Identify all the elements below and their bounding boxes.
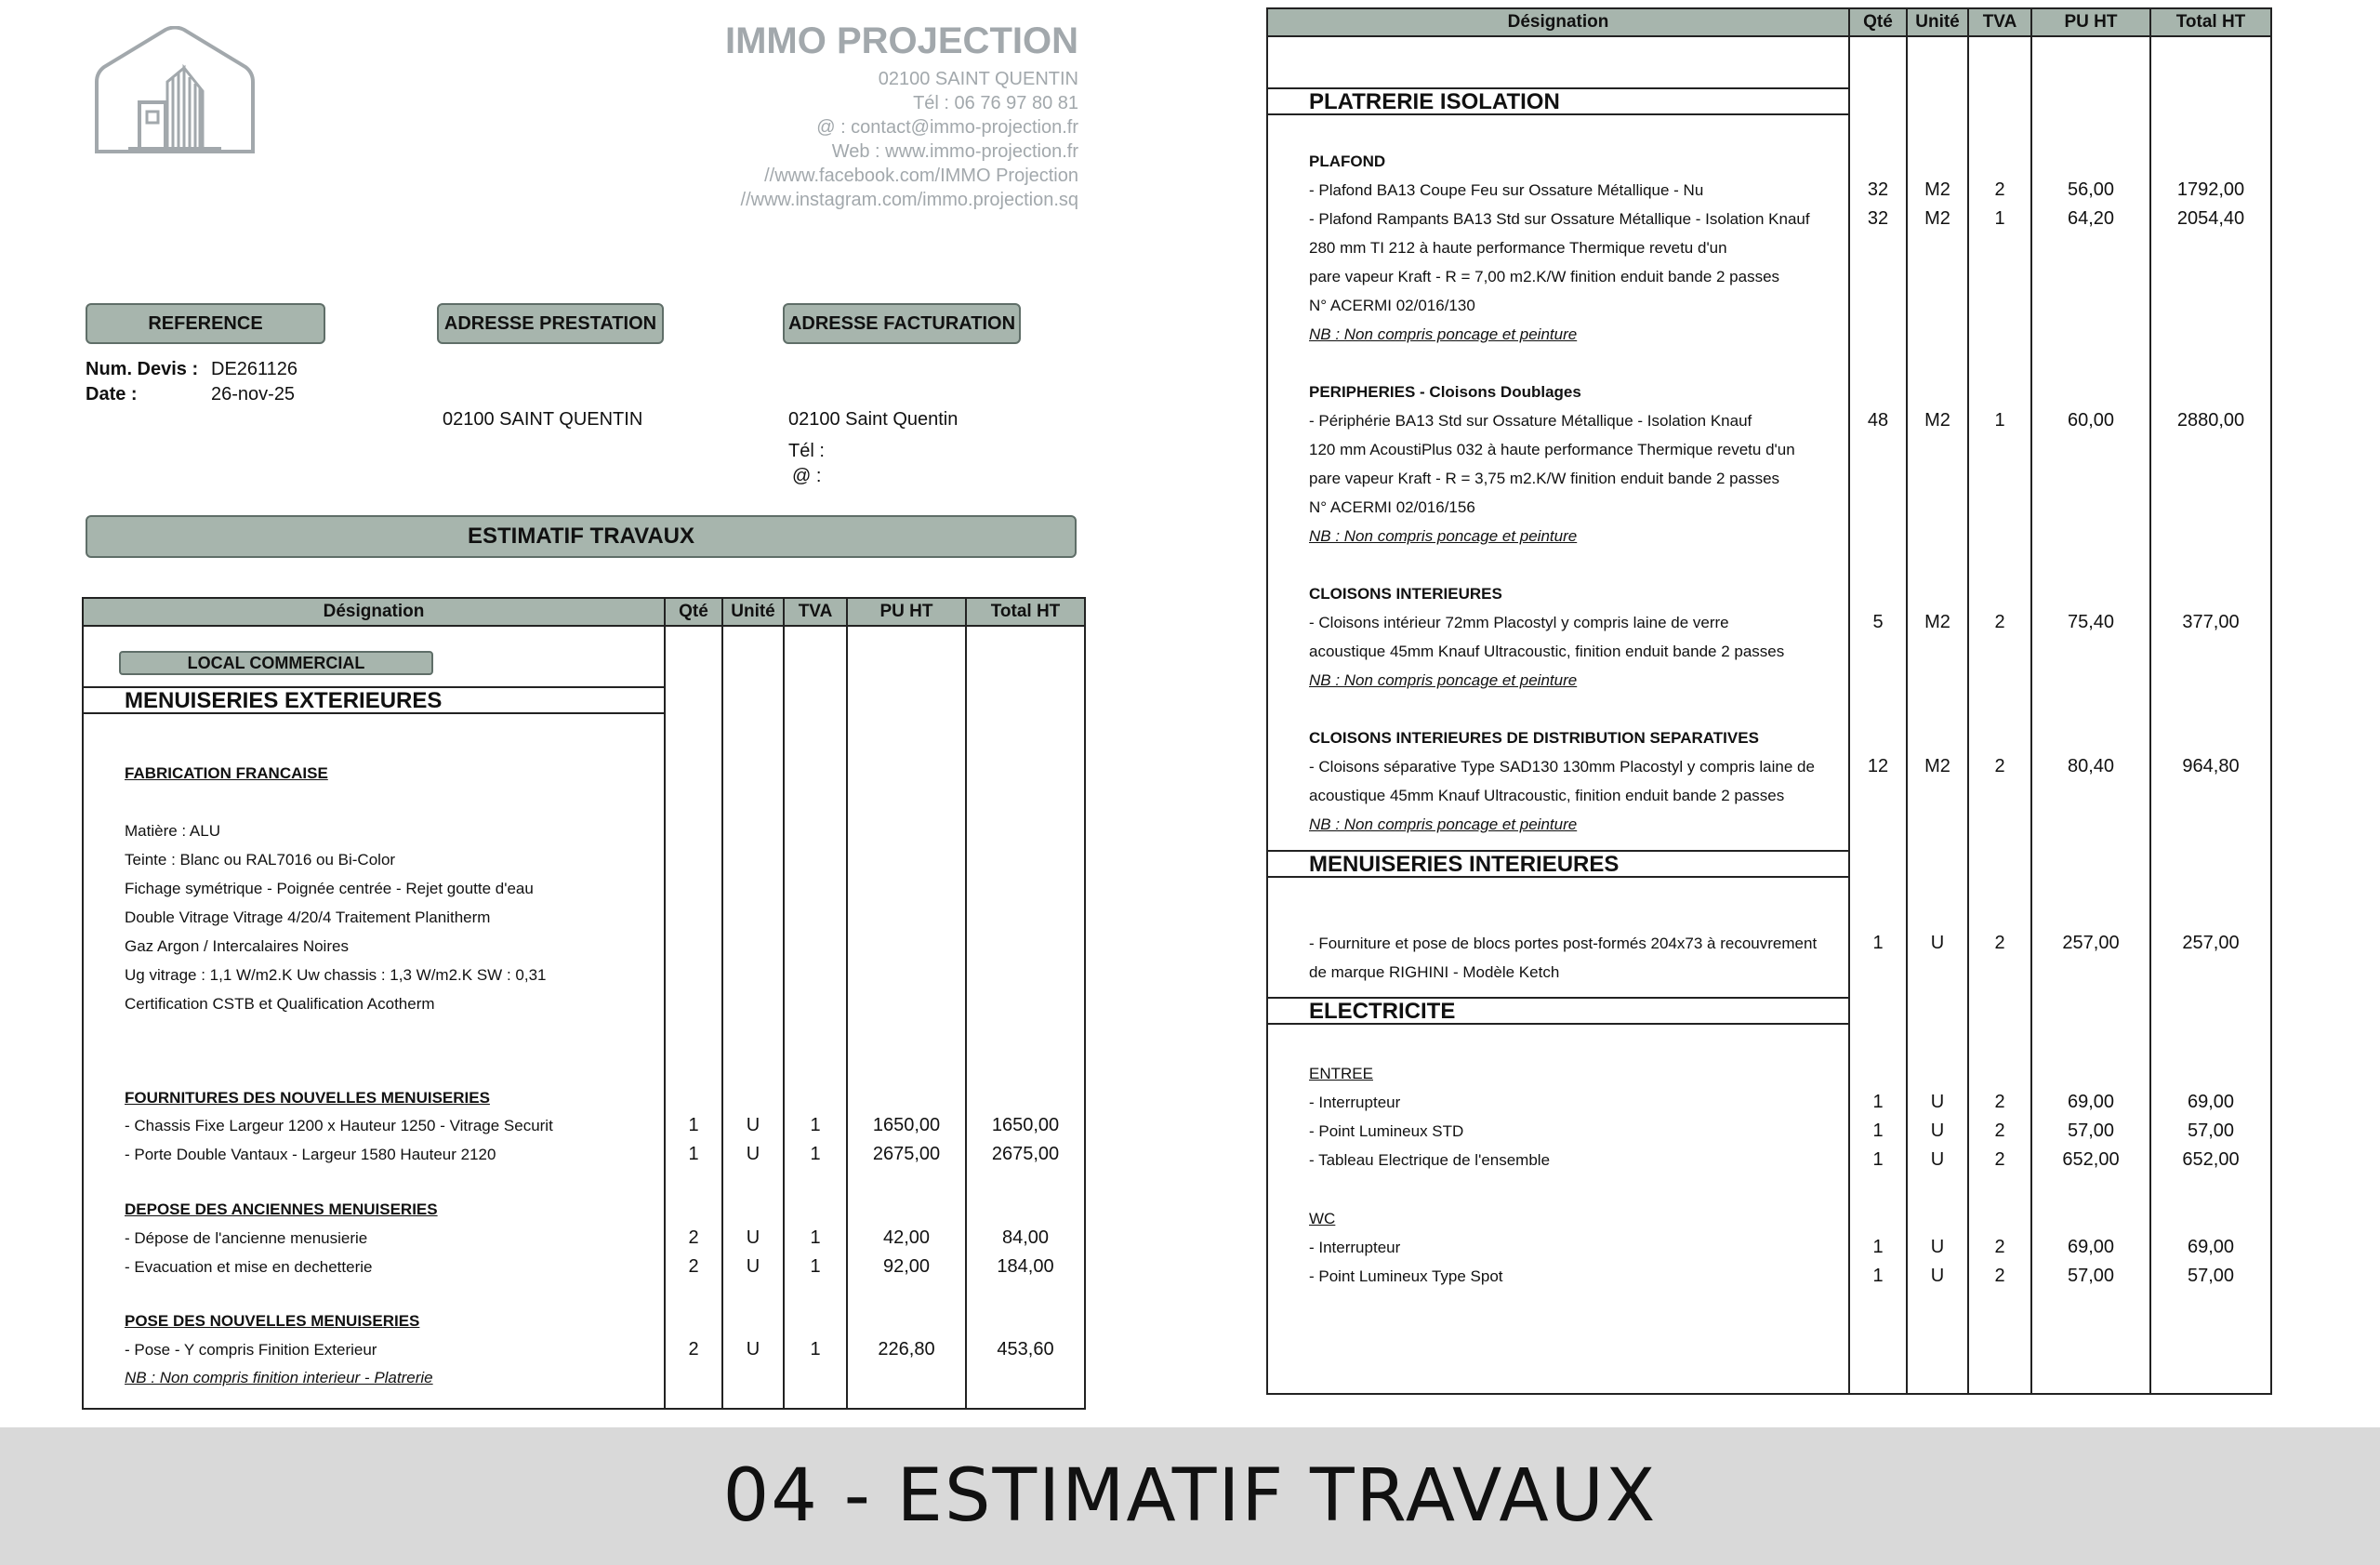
company-phone: Tél : 06 76 97 80 81: [913, 93, 1078, 113]
cell-u: U: [1930, 1093, 1945, 1111]
line-item-description: - Cloisons intérieur 72mm Placostyl y compris laine de verre: [1309, 614, 1729, 631]
cell-u: U: [1930, 1121, 1945, 1140]
cell-tot: 84,00: [1001, 1228, 1050, 1247]
note-line: NB : Non compris poncage et peinture: [1309, 816, 1578, 833]
line-item-description: - Interrupteur: [1309, 1094, 1401, 1111]
cell-q: 12: [1867, 757, 1889, 776]
cell-q: 2: [688, 1340, 699, 1359]
cell-q: 1: [1872, 1093, 1884, 1111]
line-item-description: 120 mm AcoustiPlus 032 à haute performance Thermique revetu d'un: [1309, 441, 1795, 458]
cell-q: 1: [688, 1145, 699, 1163]
cell-u: U: [746, 1228, 760, 1247]
subsection-heading: PLAFOND: [1309, 153, 1386, 170]
cell-tva: 1: [1994, 411, 2005, 430]
cell-pu: 42,00: [882, 1228, 931, 1247]
cell-u: U: [746, 1116, 760, 1134]
cell-q: 2: [688, 1257, 699, 1276]
line-item-description: - Plafond BA13 Coupe Feu sur Ossature Métallique - Nu: [1309, 181, 1704, 199]
col-unite: Unité: [1907, 8, 1968, 36]
cell-tot: 257,00: [2182, 934, 2240, 952]
section-header: PLATRERIE ISOLATION: [1268, 87, 1848, 115]
cell-q: 2: [688, 1228, 699, 1247]
cell-q: 1: [1872, 1238, 1884, 1256]
line-item-description: Certification CSTB et Qualification Acotherm: [125, 995, 435, 1013]
line-item-description: - Evacuation et mise en dechetterie: [125, 1258, 373, 1276]
cell-tot: 57,00: [2187, 1267, 2235, 1285]
cell-pu: 56,00: [2067, 180, 2115, 199]
cell-u: U: [1930, 934, 1945, 952]
local-commercial-label: LOCAL COMMERCIAL: [119, 651, 433, 675]
line-item-description: pare vapeur Kraft - R = 3,75 m2.K/W finition enduit bande 2 passes: [1309, 470, 1780, 487]
cell-q: 32: [1867, 209, 1889, 228]
cell-q: 1: [688, 1116, 699, 1134]
cell-pu: 75,40: [2067, 613, 2115, 631]
cell-pu: 1650,00: [872, 1116, 941, 1134]
line-item-description: - Pose - Y compris Finition Exterieur: [125, 1341, 377, 1359]
facturation-header: ADRESSE FACTURATION: [783, 303, 1021, 344]
cell-tva: 2: [1994, 1150, 2005, 1169]
cell-u: U: [746, 1340, 760, 1359]
cell-pu: 69,00: [2067, 1238, 2115, 1256]
devis-number-label: Num. Devis :: [86, 359, 199, 379]
left-quote-table: [82, 597, 1086, 1410]
cell-q: 5: [1872, 613, 1884, 631]
line-item-description: de marque RIGHINI - Modèle Ketch: [1309, 963, 1560, 981]
line-item-description: - Chassis Fixe Largeur 1200 x Hauteur 1250 - Vitrage Securit: [125, 1117, 553, 1134]
col-designation: Désignation: [83, 598, 665, 626]
col-pu-ht: PU HT: [847, 598, 966, 626]
subsection-heading: FOURNITURES DES NOUVELLES MENUISERIES: [125, 1089, 490, 1107]
company-address: 02100 SAINT QUENTIN: [878, 69, 1078, 89]
cell-u: M2: [1924, 613, 1950, 631]
cell-pu: 80,40: [2067, 757, 2115, 776]
col-total-ht: Total HT: [966, 598, 1085, 626]
cell-tot: 1650,00: [991, 1116, 1060, 1134]
footer-banner: [0, 1427, 2380, 1565]
line-item-description: - Interrupteur: [1309, 1239, 1401, 1256]
subsection-heading: POSE DES NOUVELLES MENUISERIES: [125, 1312, 420, 1330]
col-tva: TVA: [784, 598, 847, 626]
cell-tva: 1: [810, 1340, 821, 1359]
cell-tva: 2: [1994, 1238, 2005, 1256]
cell-tot: 2054,40: [2176, 209, 2245, 228]
cell-pu: 92,00: [882, 1257, 931, 1276]
col-qte: Qté: [665, 598, 722, 626]
col-tva: TVA: [1968, 8, 2031, 36]
house-logo-icon: [91, 26, 258, 156]
cell-q: 1: [1872, 1267, 1884, 1285]
cell-tva: 1: [810, 1145, 821, 1163]
cell-q: 1: [1872, 934, 1884, 952]
cell-pu: 57,00: [2067, 1267, 2115, 1285]
subsection-heading: FABRICATION FRANCAISE: [125, 764, 328, 782]
cell-u: M2: [1924, 757, 1950, 776]
col-designation: Désignation: [1267, 8, 1849, 36]
line-item-description: acoustique 45mm Knauf Ultracoustic, finition enduit bande 2 passes: [1309, 643, 1785, 660]
company-name: IMMO PROJECTION: [724, 20, 1078, 61]
note-line: NB : Non compris poncage et peinture: [1309, 325, 1578, 343]
cell-tva: 2: [1994, 757, 2005, 776]
col-pu-ht: PU HT: [2031, 8, 2150, 36]
cell-tot: 1792,00: [2176, 180, 2245, 199]
cell-tva: 2: [1994, 1093, 2005, 1111]
footer-title: 04 - ESTIMATIF TRAVAUX: [722, 1454, 1658, 1538]
prestation-city: 02100 SAINT QUENTIN: [443, 409, 643, 430]
line-item-description: - Tableau Electrique de l'ensemble: [1309, 1151, 1551, 1169]
cell-pu: 69,00: [2067, 1093, 2115, 1111]
right-quote-table: [1266, 7, 2272, 1395]
company-website[interactable]: Web : www.immo-projection.fr: [831, 141, 1078, 162]
cell-u: M2: [1924, 411, 1950, 430]
devis-number-value: DE261126: [211, 359, 298, 379]
line-item-description: Matière : ALU: [125, 822, 220, 840]
company-facebook[interactable]: //www.facebook.com/IMMO Projection: [764, 166, 1078, 186]
facturation-email: @ :: [792, 466, 822, 486]
note-line: NB : Non compris poncage et peinture: [1309, 671, 1578, 689]
prestation-header: ADRESSE PRESTATION: [437, 303, 664, 344]
cell-pu: 2675,00: [872, 1145, 941, 1163]
line-item-description: acoustique 45mm Knauf Ultracoustic, finition enduit bande 2 passes: [1309, 787, 1785, 804]
cell-tot: 2675,00: [991, 1145, 1060, 1163]
cell-tot: 453,60: [997, 1340, 1054, 1359]
cell-tva: 2: [1994, 180, 2005, 199]
cell-tva: 1: [1994, 209, 2005, 228]
subsection-heading: ENTREE: [1309, 1065, 1373, 1082]
cell-tva: 2: [1994, 613, 2005, 631]
cell-tva: 2: [1994, 1267, 2005, 1285]
cell-pu: 60,00: [2067, 411, 2115, 430]
cell-tot: 377,00: [2182, 613, 2240, 631]
cell-pu: 64,20: [2067, 209, 2115, 228]
cell-tot: 184,00: [997, 1257, 1054, 1276]
cell-tva: 1: [810, 1257, 821, 1276]
line-item-description: - Point Lumineux STD: [1309, 1122, 1464, 1140]
cell-u: M2: [1924, 209, 1950, 228]
cell-tot: 964,80: [2182, 757, 2240, 776]
col-qte: Qté: [1849, 8, 1907, 36]
line-item-description: Gaz Argon / Intercalaires Noires: [125, 937, 349, 955]
cell-q: 48: [1867, 411, 1889, 430]
cell-q: 1: [1872, 1150, 1884, 1169]
subsection-heading: CLOISONS INTERIEURES: [1309, 585, 1502, 603]
col-unite: Unité: [722, 598, 784, 626]
cell-q: 1: [1872, 1121, 1884, 1140]
cell-u: U: [746, 1145, 760, 1163]
cell-pu: 257,00: [2062, 934, 2120, 952]
line-item-description: - Cloisons séparative Type SAD130 130mm Placostyl y compris laine de: [1309, 758, 1815, 776]
cell-tva: 2: [1994, 1121, 2005, 1140]
line-item-description: N° ACERMI 02/016/130: [1309, 297, 1475, 314]
estimatif-title-banner: ESTIMATIF TRAVAUX: [86, 515, 1077, 558]
line-item-description: - Porte Double Vantaux - Largeur 1580 Hauteur 2120: [125, 1146, 496, 1163]
facturation-city: 02100 Saint Quentin: [788, 409, 959, 430]
facturation-tel: Tél :: [788, 441, 825, 461]
cell-u: U: [746, 1257, 760, 1276]
line-item-description: - Dépose de l'ancienne menusierie: [125, 1229, 368, 1247]
line-item-description: Fichage symétrique - Poignée centrée - Rejet goutte d'eau: [125, 880, 534, 897]
note-line: NB : Non compris finition interieur - Platrerie: [125, 1369, 433, 1386]
date-value: 26-nov-25: [211, 384, 296, 405]
date-label: Date :: [86, 384, 138, 405]
cell-tva: 1: [810, 1228, 821, 1247]
note-line: NB : Non compris poncage et peinture: [1309, 527, 1578, 545]
line-item-description: pare vapeur Kraft - R = 7,00 m2.K/W finition enduit bande 2 passes: [1309, 268, 1780, 285]
cell-tot: 57,00: [2187, 1121, 2235, 1140]
subsection-heading: PERIPHERIES - Cloisons Doublages: [1309, 383, 1581, 401]
section-header: ELECTRICITE: [1268, 997, 1848, 1025]
line-item-description: N° ACERMI 02/016/156: [1309, 498, 1475, 516]
cell-u: U: [1930, 1150, 1945, 1169]
line-item-description: - Fourniture et pose de blocs portes post-formés 204x73 à recouvrement: [1309, 935, 1818, 952]
cell-u: U: [1930, 1238, 1945, 1256]
company-email[interactable]: @ : contact@immo-projection.fr: [816, 117, 1078, 138]
cell-u: M2: [1924, 180, 1950, 199]
section-header: MENUISERIES EXTERIEURES: [84, 686, 664, 714]
cell-pu: 57,00: [2067, 1121, 2115, 1140]
subsection-heading: CLOISONS INTERIEURES DE DISTRIBUTION SEPARATIVES: [1309, 729, 1759, 747]
cell-tot: 652,00: [2182, 1150, 2240, 1169]
cell-tva: 2: [1994, 934, 2005, 952]
subsection-heading: WC: [1309, 1210, 1336, 1227]
cell-pu: 652,00: [2062, 1150, 2120, 1169]
line-item-description: 280 mm TI 212 à haute performance Thermique revetu d'un: [1309, 239, 1727, 257]
line-item-description: - Plafond Rampants BA13 Std sur Ossature Métallique - Isolation Knauf: [1309, 210, 1810, 228]
line-item-description: Double Vitrage Vitrage 4/20/4 Traitement Planitherm: [125, 908, 491, 926]
subsection-heading: DEPOSE DES ANCIENNES MENUISERIES: [125, 1200, 438, 1218]
cell-q: 32: [1867, 180, 1889, 199]
line-item-description: - Périphérie BA13 Std sur Ossature Métallique - Isolation Knauf: [1309, 412, 1752, 430]
cell-pu: 226,80: [878, 1340, 935, 1359]
line-item-description: Ug vitrage : 1,1 W/m2.K Uw chassis : 1,3 W/m2.K SW : 0,31: [125, 966, 547, 984]
section-header: MENUISERIES INTERIEURES: [1268, 850, 1848, 878]
company-instagram[interactable]: //www.instagram.com/immo.projection.sq: [740, 190, 1078, 210]
cell-u: U: [1930, 1267, 1945, 1285]
cell-tot: 2880,00: [2176, 411, 2245, 430]
reference-header: REFERENCE: [86, 303, 325, 344]
cell-tot: 69,00: [2187, 1238, 2235, 1256]
line-item-description: Teinte : Blanc ou RAL7016 ou Bi-Color: [125, 851, 396, 869]
col-total-ht: Total HT: [2150, 8, 2271, 36]
cell-tva: 1: [810, 1116, 821, 1134]
cell-tot: 69,00: [2187, 1093, 2235, 1111]
line-item-description: - Point Lumineux Type Spot: [1309, 1267, 1503, 1285]
